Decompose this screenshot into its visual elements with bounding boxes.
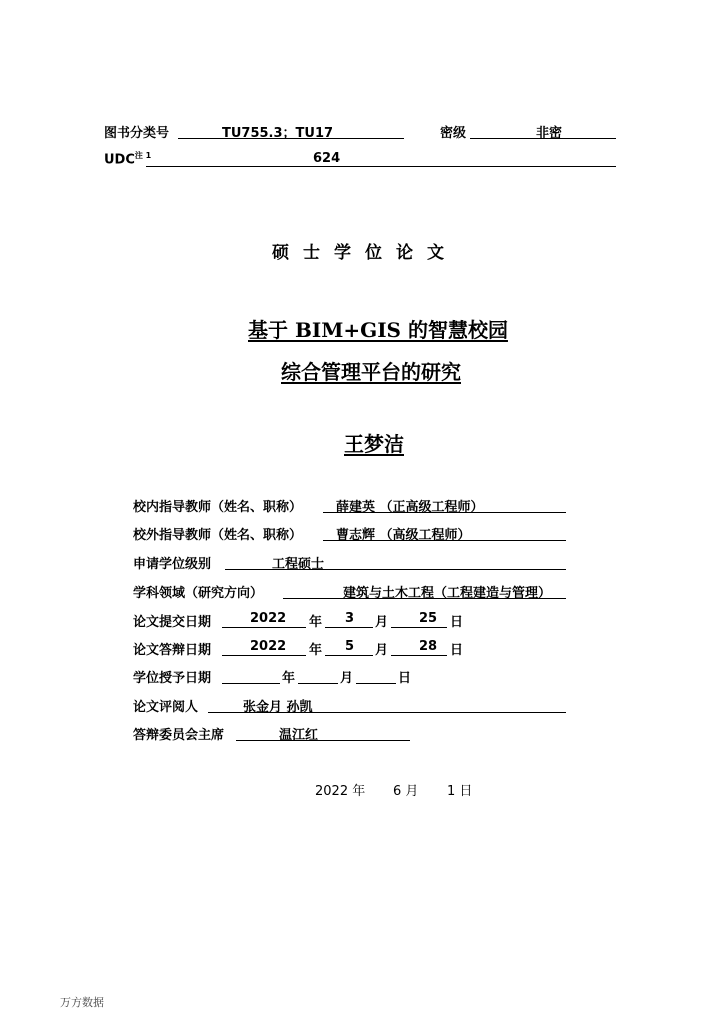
degree-level-value: 工程硕士 [272,557,325,572]
award-year-underline [222,683,280,684]
submit-month: 3 [345,611,355,626]
outer-advisor-value: 曹志辉 （高级工程师） [336,528,471,543]
award-day-char: 日 [398,671,412,686]
submit-year: 2022 [250,611,287,626]
award-month-char: 月 [340,671,354,686]
inner-advisor-value: 薛建英 （正高级工程师） [336,500,484,515]
inner-advisor-label: 校内指导教师（姓名、职称） [133,500,303,515]
outer-advisor-label: 校外指导教师（姓名、职称） [133,528,303,543]
submit-day-underline [391,627,447,628]
award-day-underline [356,683,396,684]
defense-day-char: 日 [450,643,464,658]
submit-month-underline [325,627,373,628]
chair-underline [236,740,410,741]
submit-year-char: 年 [309,615,323,630]
classification-label: 图书分类号 [104,126,170,141]
thesis-title-line1: 基于 BIM+GIS 的智慧校园 [248,318,508,342]
author-name: 王梦洁 [344,432,404,456]
cover-date-year: 2022 年 [315,784,366,799]
degree-level-label: 申请学位级别 [133,557,212,572]
submit-year-underline [222,627,306,628]
defense-year-underline [222,655,306,656]
defense-month-underline [325,655,373,656]
cover-date-month: 6 月 [393,784,419,799]
udc-note: 注 1 [134,151,152,160]
defense-year-char: 年 [309,643,323,658]
defense-month: 5 [345,639,355,654]
secret-value: 非密 [536,126,563,141]
field-label: 学科领域（研究方向） [133,586,264,601]
classification-value: TU755.3；TU17 [222,126,334,141]
cover-date-day: 1 日 [447,784,473,799]
udc-label [104,150,151,167]
reviewers-value: 张金月 孙凯 [243,700,313,715]
award-date-label: 学位授予日期 [133,671,212,686]
udc-value: 624 [313,151,341,166]
award-year-char: 年 [282,671,296,686]
thesis-title-line2: 综合管理平台的研究 [281,360,461,384]
wanfang-watermark: 万方数据 [60,996,104,1009]
submit-month-char: 月 [375,615,389,630]
udc-underline [146,166,616,167]
defense-day: 28 [419,639,438,654]
secret-label: 密级 [440,126,467,141]
submit-date-label: 论文提交日期 [133,615,212,630]
chair-value: 温江红 [279,728,319,743]
field-value: 建筑与土木工程（工程建造与管理） [343,586,552,601]
submit-day-char: 日 [450,615,464,630]
defense-year: 2022 [250,639,287,654]
defense-date-label: 论文答辩日期 [133,643,212,658]
defense-month-char: 月 [375,643,389,658]
degree-heading: 硕士学位论文 [272,243,458,263]
chair-label: 答辩委员会主席 [133,728,225,743]
submit-day: 25 [419,611,438,626]
award-month-underline [298,683,338,684]
reviewers-label: 论文评阅人 [133,700,199,715]
udc-label-text: UDC [104,152,135,168]
defense-day-underline [391,655,447,656]
